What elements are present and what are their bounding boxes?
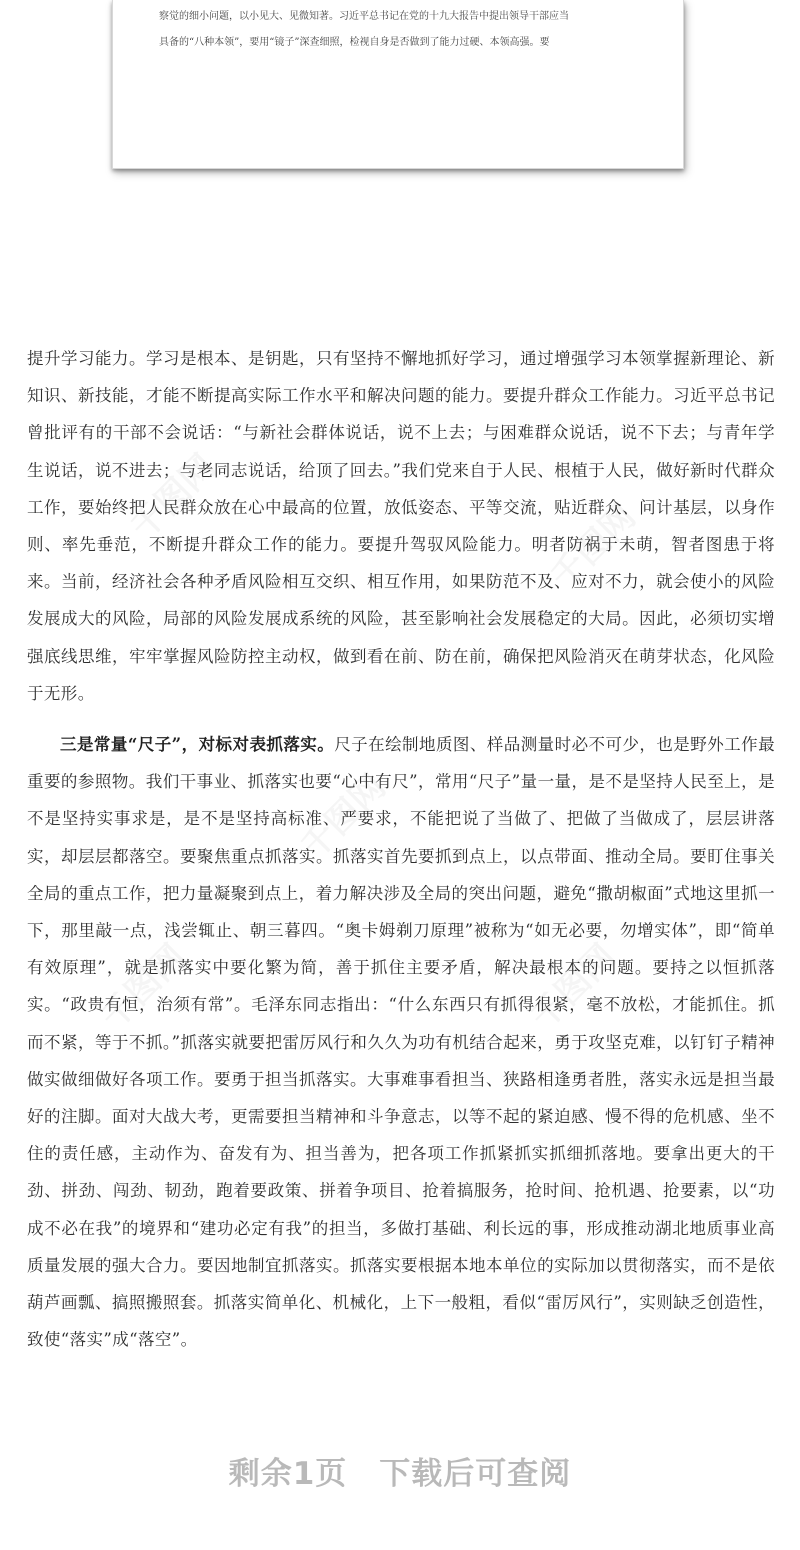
watermark: 千图网: [543, 496, 644, 598]
paragraph-2-text: 尺子在绘制地质图、样品测量时必不可少，也是野外工作最重要的参照物。我们干事业、抓落实也要“心中有尺”，常用“尺子”量一量，是不是坚持人民至上，是不是坚持实事求是，是不是坚持高标准、严要求，不能把说了当做了、把做了当做成了，层层讲落实，却层层都落空。要聚焦重点抓落实。抓落实首先要抓到点上，以点带面、推动全局。要盯住事关全局的重点工作，把力量凝聚到点上，着力解决涉及全局的突出问题，避免“撒胡椒面”式地这里抓一下，那里敲一点，浅尝辄止、朝三暮四。“奥卡姆剃刀原理”被称为“如无必要，勿增实体”，即“简单有效原理”，就是抓落实中要化繁为简，善于抓住主要矛盾，解决最根本的问题。要持之以恒抓落实。“政贵有恒，治须有常”。毛泽东同志指出：“什么东西只有抓得很紧，毫不放松，才能抓住。抓而不紧，等于不抓。”抓落实就要把雷厉风行和久久为功有机结合起来，勇于攻坚克难，以钉钉子精神做实做细做好各项工作。要勇于担当抓落实。大事难事看担当、狭路相逢勇者胜，落实永远是担当最好的注脚。面对大战大考，更需要担当精神和斗争意志，以等不起的紧迫感、慢不得的危机感、坐不住的责任感，主动作为、奋发有为、担当善为，把各项工作抓紧抓实抓细抓落地。要拿出更大的干劲、拼劲、闯劲、韧劲，跑着要政策、拼着争项目、抢着搞服务，抢时间、抢机遇、抢要素，以“功成不必在我”的境界和“建功必定有我”的担当，多做打基础、利长远的事，形成推动湖北地质事业高质量发展的强大合力。要因地制宜抓落实。抓落实要根据本地本单位的实际加以贯彻落实，而不是依葫芦画瓢、搞照搬照套。抓落实简单化、机械化，上下一般粗，看似“雷厉风行”，实则缺乏创造性，致使“落实”成“落空”。: [27, 735, 775, 1350]
remaining-pages-label: 剩余1页: [228, 1456, 348, 1492]
preview-line-1: 察觉的细小问题，以小见大、见微知著。习近平总书记在党的十九大报告中提出领导干部应当: [159, 11, 569, 22]
download-prompt[interactable]: [0, 1448, 800, 1493]
watermark: 千图网: [123, 446, 224, 548]
paragraph-1: 提升学习能力。学习是根本、是钥匙，只有坚持不懈地抓好学习，通过增强学习本领掌握新理论、新知识、新技能，才能不断提高实际工作水平和解决问题的能力。要提升群众工作能力。习近平总书记曾批评有的干部不会说话：“与新社会群体说话，说不上去；与困难群众说话，说不下去；与青年学生说话，说不进去；与老同志说话，给顶了回去。”我们党来自于人民、根植于人民，做好新时代群众工作，要始终把人民群众放在心中最高的位置，放低姿态、平等交流，贴近群众、问计基层，以身作则、率先垂范，不断提升群众工作的能力。要提升驾驭风险能力。明者防祸于未萌，智者图患于将来。当前，经济社会各种矛盾风险相互交织、相互作用，如果防范不及、应对不力，就会使小的风险发展成大的风险，局部的风险发展成系统的风险，甚至影响社会发展稳定的大局。因此，必须切实增强底线思维，牢牢掌握风险防控主动权，做到看在前、防在前，确保把风险消灭在萌芽状态，化风险于无形。: [27, 349, 775, 703]
paragraph-2-heading: 三是常量“尺子”，对标对表抓落实。: [60, 735, 335, 755]
watermark: 千图网: [93, 936, 194, 1038]
page-preview-card: [112, 0, 684, 169]
paragraph-2: [27, 726, 775, 1358]
download-to-view-label[interactable]: 下载后可查阅: [379, 1456, 572, 1492]
preview-line-2: 具备的“八种本领”，要用“镜子”深查细照，检视自身是否做到了能力过硬、本领高强。要: [159, 37, 550, 48]
watermark: 千图网: [523, 936, 624, 1038]
document-body: [27, 340, 775, 1358]
watermark: 千图网: [293, 766, 394, 868]
